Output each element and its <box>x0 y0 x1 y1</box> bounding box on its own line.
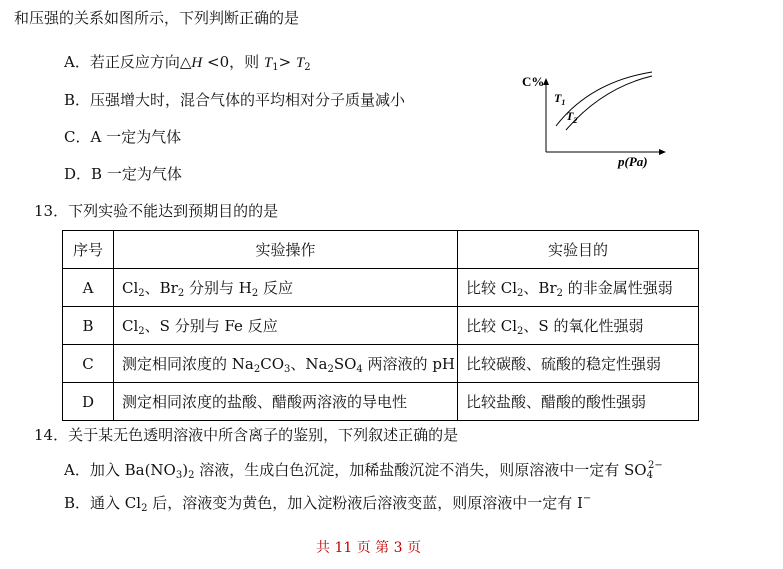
q12-option-d: D．B 一定为气体 <box>64 165 182 183</box>
x-axis-label: p(Pa) <box>618 154 648 169</box>
q12-option-b: B．压强增大时，混合气体的平均相对分子质量减小 <box>64 91 406 109</box>
q14-option-a: A．加入 $Ba(NO_3)_2$ 溶液，生成白色沉淀，加稀盐酸沉淀不消失，则原溶液中一定有 $SO_4^{2-}$ <box>64 460 663 481</box>
header-aim: 实验目的 <box>458 231 699 269</box>
y-axis-label: C% <box>522 74 545 89</box>
row-aim: 比较 $Cl_2$、$Br_2$ 的非金属性强弱 <box>458 269 699 307</box>
page-footer: 共 11 页 第 3 页 <box>316 540 421 556</box>
row-id: D <box>63 383 114 421</box>
row-op: $Cl_2$、S 分别与 Fe 反应 <box>114 307 458 345</box>
row-op: 测定相同浓度的盐酸、醋酸两溶液的导电性 <box>114 383 458 421</box>
q13-title: 13．下列实验不能达到预期目的的是 <box>34 202 279 220</box>
table-header-row <box>63 231 699 269</box>
q12-option-c: C．A 一定为气体 <box>64 128 182 146</box>
row-aim: 比较 $Cl_2$、S 的氧化性强弱 <box>458 307 699 345</box>
row-op: $Cl_2$、$Br_2$ 分别与 $H_2$ 反应 <box>114 269 458 307</box>
x-axis-arrow <box>659 149 666 155</box>
q13-table <box>62 230 699 421</box>
q14-option-b: B．通入 $Cl_2$ 后，溶液变为黄色，加入淀粉液后溶液变蓝，则原溶液中一定有 I− <box>64 493 592 514</box>
row-op: 测定相同浓度的 $Na_2CO_3$、$Na_2SO_4$ 两溶液的 pH <box>114 345 458 383</box>
table-row <box>63 307 699 345</box>
q14-title: 14．关于某无色透明溶液中所含离子的鉴别，下列叙述正确的是 <box>34 426 459 444</box>
table-row <box>63 383 699 421</box>
row-id: A <box>63 269 114 307</box>
q12-intro: 和压强的关系如图所示，下列判断正确的是 <box>14 9 300 27</box>
header-id: 序号 <box>63 231 114 269</box>
row-id: B <box>63 307 114 345</box>
q12-option-a: A．若正反应方向△H <0，则 $T_1> T_2$ <box>64 53 311 73</box>
header-op: 实验操作 <box>114 231 458 269</box>
row-aim: 比较碳酸、硫酸的稳定性强弱 <box>458 345 699 383</box>
curve-t1-label: $T_1$ <box>554 91 566 107</box>
row-aim: 比较盐酸、醋酸的酸性强弱 <box>458 383 699 421</box>
q12-graph <box>510 66 680 176</box>
table-row <box>63 269 699 307</box>
table-row <box>63 345 699 383</box>
curve-t2-label: $T_2$ <box>566 109 578 125</box>
row-id: C <box>63 345 114 383</box>
